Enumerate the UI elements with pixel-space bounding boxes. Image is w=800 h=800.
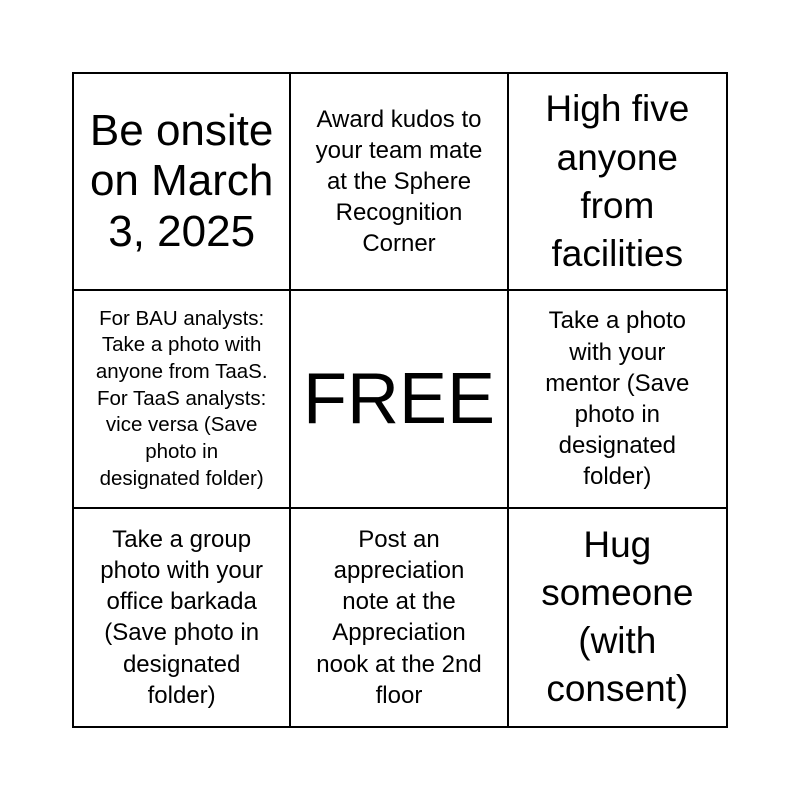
bingo-cell-bau-taas-photo[interactable] — [74, 291, 291, 508]
bingo-cell-text: Take a group photo with your office barkada (Save photo in designated folder) — [100, 525, 264, 709]
bingo-cell-onsite-march-3[interactable] — [74, 74, 291, 291]
bingo-cell-text: Hug someone (with consent) — [541, 524, 694, 710]
bingo-cell-free-space[interactable] — [291, 291, 508, 508]
bingo-cell-appreciation-note[interactable] — [291, 509, 508, 726]
bingo-cell-award-kudos[interactable] — [291, 74, 508, 291]
bingo-board — [72, 72, 728, 728]
bingo-cell-hug-someone[interactable] — [509, 509, 726, 726]
bingo-cell-text: Award kudos to your team mate at the Sphere Recognition Corner — [315, 105, 483, 258]
bingo-cell-high-five-facilities[interactable] — [509, 74, 726, 291]
bingo-cell-text: Post an appreciation note at the Appreciation nook at the 2nd floor — [316, 525, 482, 709]
bingo-cell-mentor-photo[interactable] — [509, 291, 726, 508]
bingo-cell-text: Take a photo with your mentor (Save photo in designated folder) — [545, 307, 690, 491]
bingo-cell-text: High five anyone from facilities — [545, 88, 690, 274]
bingo-cell-text: FREE — [302, 358, 495, 439]
bingo-cell-group-photo[interactable] — [74, 509, 291, 726]
bingo-cell-text: Be onsite on March 3, 2025 — [89, 105, 274, 256]
bingo-cell-text: For BAU analysts: Take a photo with anyone from TaaS. For TaaS analysts: vice versa (Save photo in designated folder) — [95, 306, 268, 490]
